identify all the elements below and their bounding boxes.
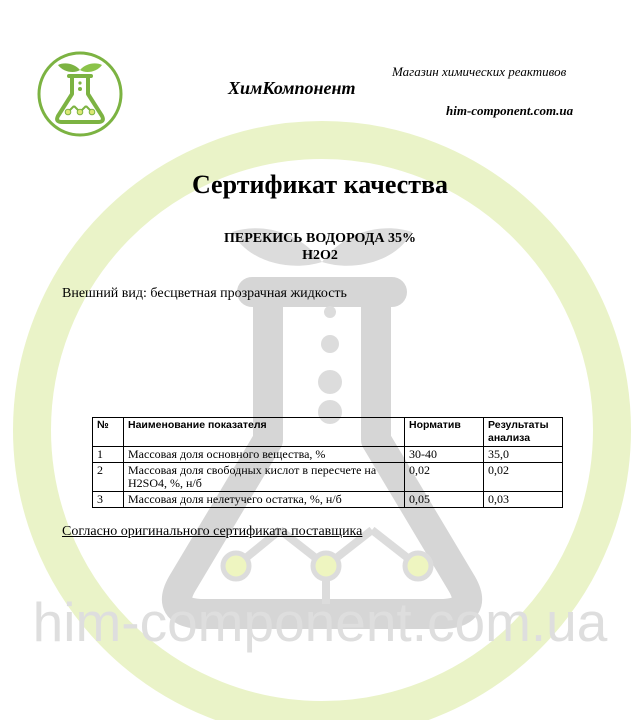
table-row xyxy=(93,463,563,492)
header-cell-result: Результаты анализа xyxy=(484,418,563,447)
table-row xyxy=(93,447,563,463)
cell-name: Массовая доля нелетучего остатка, %, н/б xyxy=(124,492,405,508)
footer-note: Согласно оригинального сертификата поставщика xyxy=(62,524,363,539)
flask-sprout-logo-icon xyxy=(36,50,124,138)
cell-norm: 0,02 xyxy=(405,463,484,492)
cell-name: Массовая доля свободных кислот в пересчете на H2SO4, %, н/б xyxy=(124,463,405,492)
cell-number: 2 xyxy=(93,463,124,492)
appearance-text: Внешний вид: бесцветная прозрачная жидкость xyxy=(62,286,347,301)
company-name: ХимКомпонент xyxy=(228,78,356,98)
cell-name: Массовая доля основного вещества, % xyxy=(124,447,405,463)
header-cell-norm: Норматив xyxy=(405,418,484,447)
table-header-row xyxy=(93,418,563,447)
cell-norm: 30-40 xyxy=(405,447,484,463)
cell-result: 0,03 xyxy=(484,492,563,508)
header-cell-name: Наименование показателя xyxy=(124,418,405,447)
cell-number: 1 xyxy=(93,447,124,463)
cell-norm: 0,05 xyxy=(405,492,484,508)
spec-table xyxy=(92,417,563,508)
cell-number: 3 xyxy=(93,492,124,508)
cell-result: 35,0 xyxy=(484,447,563,463)
table-row xyxy=(93,492,563,508)
cell-result: 0,02 xyxy=(484,463,563,492)
page-title: Сертификат качества xyxy=(191,170,449,199)
site-url: him-component.com.ua xyxy=(446,103,574,118)
watermark-text: him-component.com.ua xyxy=(32,591,608,653)
shop-tagline: Магазин химических реактивов xyxy=(392,64,567,79)
product-name: ПЕРЕКИСЬ ВОДОРОДА 35% xyxy=(224,231,416,246)
product-formula: H2O2 xyxy=(302,248,338,263)
header-cell-number: № xyxy=(93,418,124,447)
